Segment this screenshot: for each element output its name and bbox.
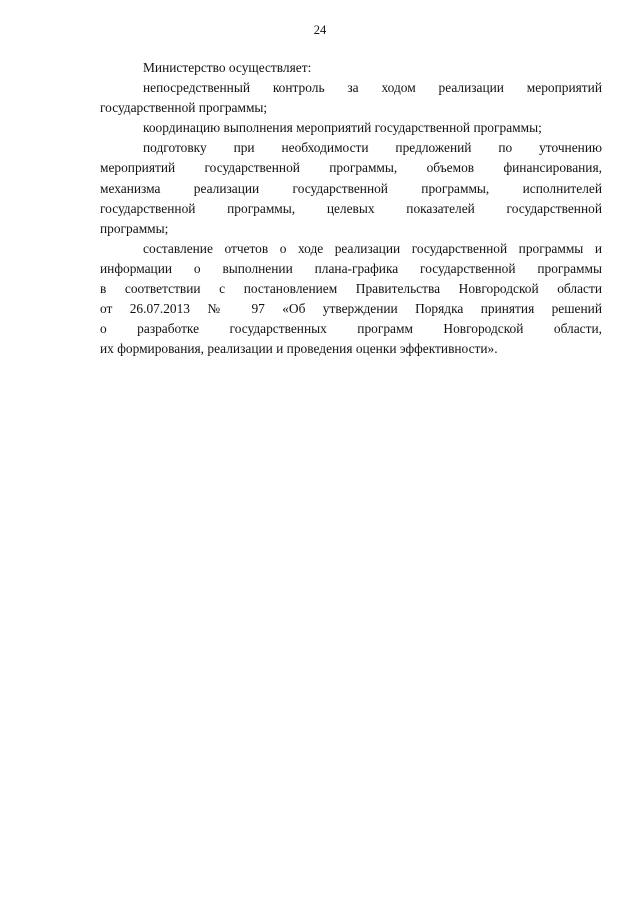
text-line: от 26.07.2013 № 97 «Об утверждении Порядка принятия решений: [100, 301, 602, 317]
document-body: [100, 58, 602, 359]
paragraph-direct-control: [100, 78, 602, 118]
text-line: мероприятий государственной программы, объемов финансирования,: [100, 160, 602, 176]
text-line: составление отчетов о ходе реализации государственной программы и: [143, 240, 602, 256]
text-line: информации о выполнении плана-графика государственной программы: [100, 260, 602, 276]
paragraph-coordination: [100, 118, 602, 138]
text-line: Министерство осуществляет:: [143, 60, 312, 75]
paragraph-ministry-intro: [100, 58, 602, 78]
text-line: о разработке государственных программ Новгородской области,: [100, 321, 602, 337]
text-line: непосредственный контроль за ходом реализации мероприятий: [143, 80, 602, 96]
text-line: их формирования, реализации и проведения оценки эффективности».: [100, 341, 498, 357]
text-line: программы;: [100, 220, 169, 236]
paragraph-proposals: [100, 138, 602, 238]
text-line: координацию выполнения мероприятий государственной программы;: [143, 120, 542, 136]
text-line: государственной программы;: [100, 100, 268, 116]
text-line: механизма реализации государственной программы, исполнителей: [100, 180, 602, 196]
paragraph-reports: [100, 239, 602, 360]
text-line: подготовку при необходимости предложений по уточнению: [143, 140, 602, 156]
text-line: в соответствии с постановлением Правительства Новгородской области: [100, 281, 602, 297]
text-line: государственной программы, целевых показателей государственной: [100, 200, 602, 216]
page-number: 24: [313, 23, 327, 37]
